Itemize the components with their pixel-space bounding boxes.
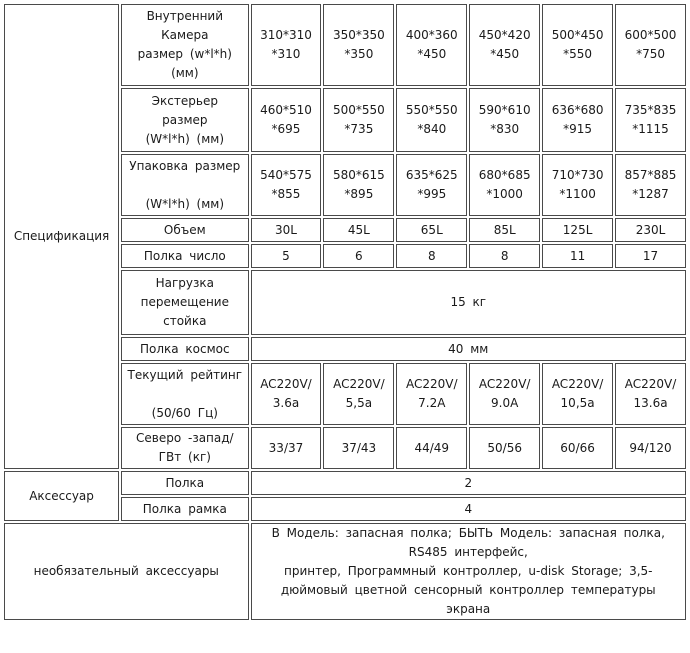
value-cell: 540*575 *855 (251, 154, 322, 216)
merged-value-cell: 2 (251, 471, 686, 495)
value-cell: 60/66 (542, 427, 613, 469)
value-cell: 857*885 *1287 (615, 154, 686, 216)
value-cell: 85L (469, 218, 540, 242)
value-cell: 550*550 *840 (396, 88, 467, 152)
value-cell: 460*510 *695 (251, 88, 322, 152)
value-cell: 37/43 (323, 427, 394, 469)
optional-accessories-text: В Модель: запасная полка; БЫТЬ Модель: запасная полка, RS485 интерфейс, принтер, Программный контроллер, u-disk Storage; 3,5- дюймовый цветной сенсорный контроллер температуры экрана (251, 523, 686, 620)
param-label: Нагрузка перемещение стойка (121, 270, 248, 335)
value-cell: 580*615 *895 (323, 154, 394, 216)
param-label: Текущий рейтинг (50/60 Гц) (121, 363, 248, 425)
value-cell: 735*835 *1115 (615, 88, 686, 152)
value-cell: 500*450 *550 (542, 4, 613, 86)
value-cell: 94/120 (615, 427, 686, 469)
merged-value-cell: 4 (251, 497, 686, 521)
value-cell: AC220V/ 13.6a (615, 363, 686, 425)
value-cell: 636*680 *915 (542, 88, 613, 152)
value-cell: 11 (542, 244, 613, 268)
value-cell: 590*610 *830 (469, 88, 540, 152)
value-cell: 680*685 *1000 (469, 154, 540, 216)
value-cell: 310*310 *310 (251, 4, 322, 86)
value-cell: 30L (251, 218, 322, 242)
value-cell: 50/56 (469, 427, 540, 469)
param-label: Полка рамка (121, 497, 248, 521)
value-cell: 450*420 *450 (469, 4, 540, 86)
row-optional-accessories (4, 523, 686, 620)
param-label: Северо -запад/ ГВт (кг) (121, 427, 248, 469)
value-cell: AC220V/ 9.0A (469, 363, 540, 425)
value-cell: 8 (396, 244, 467, 268)
param-label: Полка (121, 471, 248, 495)
group-specification: Спецификация (4, 4, 119, 469)
value-cell: AC220V/ 10,5a (542, 363, 613, 425)
value-cell: 33/37 (251, 427, 322, 469)
merged-value-cell: 40 мм (251, 337, 686, 361)
value-cell: 6 (323, 244, 394, 268)
value-cell: 600*500 *750 (615, 4, 686, 86)
param-label: Объем (121, 218, 248, 242)
param-label: Полка число (121, 244, 248, 268)
specification-table (2, 2, 688, 622)
group-accessory: Аксессуар (4, 471, 119, 521)
param-label: Внутренний Камера размер (w*l*h) (мм) (121, 4, 248, 86)
value-cell: 400*360 *450 (396, 4, 467, 86)
row-accessory-shelf (4, 471, 686, 495)
group-optional-accessories: необязательный аксессуары (4, 523, 249, 620)
value-cell: 500*550 *735 (323, 88, 394, 152)
value-cell: AC220V/ 7.2A (396, 363, 467, 425)
value-cell: 8 (469, 244, 540, 268)
value-cell: 230L (615, 218, 686, 242)
param-label: Экстерьер размер (W*l*h) (мм) (121, 88, 248, 152)
value-cell: 350*350 *350 (323, 4, 394, 86)
row-inner-chamber-size (4, 4, 686, 86)
value-cell: 44/49 (396, 427, 467, 469)
param-label: Полка космос (121, 337, 248, 361)
value-cell: 635*625 *995 (396, 154, 467, 216)
value-cell: 17 (615, 244, 686, 268)
param-label: Упаковка размер (W*l*h) (мм) (121, 154, 248, 216)
value-cell: AC220V/ 5,5a (323, 363, 394, 425)
value-cell: 5 (251, 244, 322, 268)
value-cell: 125L (542, 218, 613, 242)
value-cell: 45L (323, 218, 394, 242)
merged-value-cell: 15 кг (251, 270, 686, 335)
value-cell: 710*730 *1100 (542, 154, 613, 216)
value-cell: AC220V/ 3.6a (251, 363, 322, 425)
value-cell: 65L (396, 218, 467, 242)
